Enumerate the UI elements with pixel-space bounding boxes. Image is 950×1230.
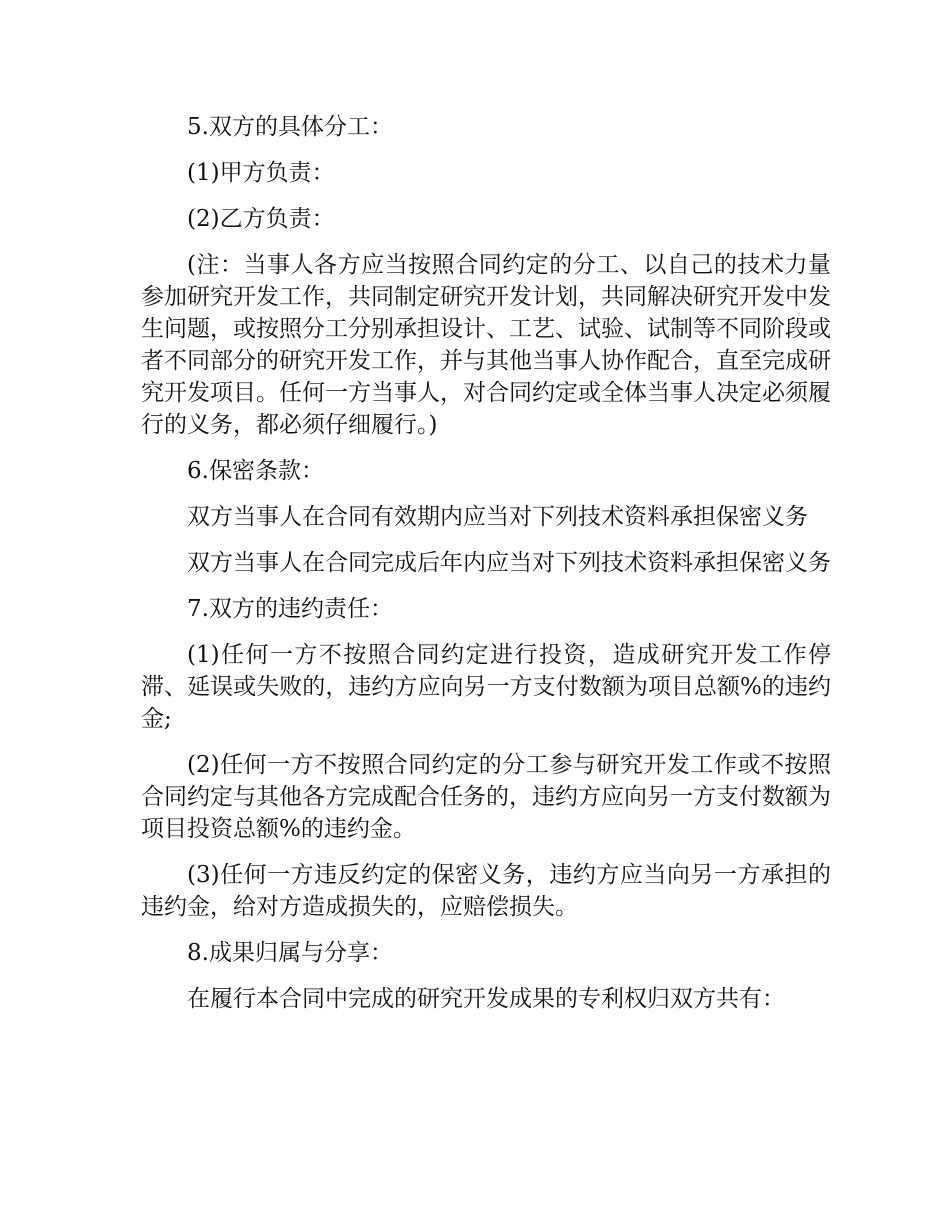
confidentiality-after-completion: 双方当事人在合同完成后年内应当对下列技术资料承担保密义务	[187, 550, 831, 576]
division-note: (注：当事人各方应当按照合同约定的分工、以自己的技术力量参加研究开发工作，共同制定研究开发计划，共同解决研究开发中发生问题，或按照分工分别承担设计、工艺、试验、试制等不同阶段或者不同部分的研究开发工作，并与其他当事人协作配合，直至完成研究开发项目。任何一方当事人，对合同约定或全体当事人决定必须履行的义务，都必须仔细履行。)	[141, 252, 831, 438]
party-b-duties: (2)乙方负责：	[187, 206, 335, 232]
confidentiality-during-term: 双方当事人在合同有效期内应当对下列技术资料承担保密义务	[187, 504, 808, 530]
document-body	[141, 111, 831, 1029]
breach-division: (2)任何一方不按照合同约定的分工参与研究开发工作或不按照合同约定与其他各方完成配合任务的，违约方应向另一方支付数额为项目投资总额%的违约金。	[141, 752, 831, 842]
section-8-heading: 8.成果归属与分享：	[187, 940, 393, 966]
section-7-heading: 7.双方的违约责任：	[187, 596, 393, 622]
party-a-duties: (1)甲方负责：	[187, 160, 335, 186]
section-5-heading: 5.双方的具体分工：	[187, 114, 393, 140]
breach-confidentiality: (3)任何一方违反约定的保密义务，违约方应当向另一方承担的违约金，给对方造成损失的，应赔偿损失。	[141, 862, 831, 920]
breach-investment: (1)任何一方不按照合同约定进行投资，造成研究开发工作停滞、延误或失败的，违约方应向另一方支付数额为项目总额%的违约金;	[141, 642, 831, 732]
results-ownership: 在履行本合同中完成的研究开发成果的专利权归双方共有：	[187, 986, 785, 1012]
section-6-heading: 6.保密条款：	[187, 458, 324, 484]
